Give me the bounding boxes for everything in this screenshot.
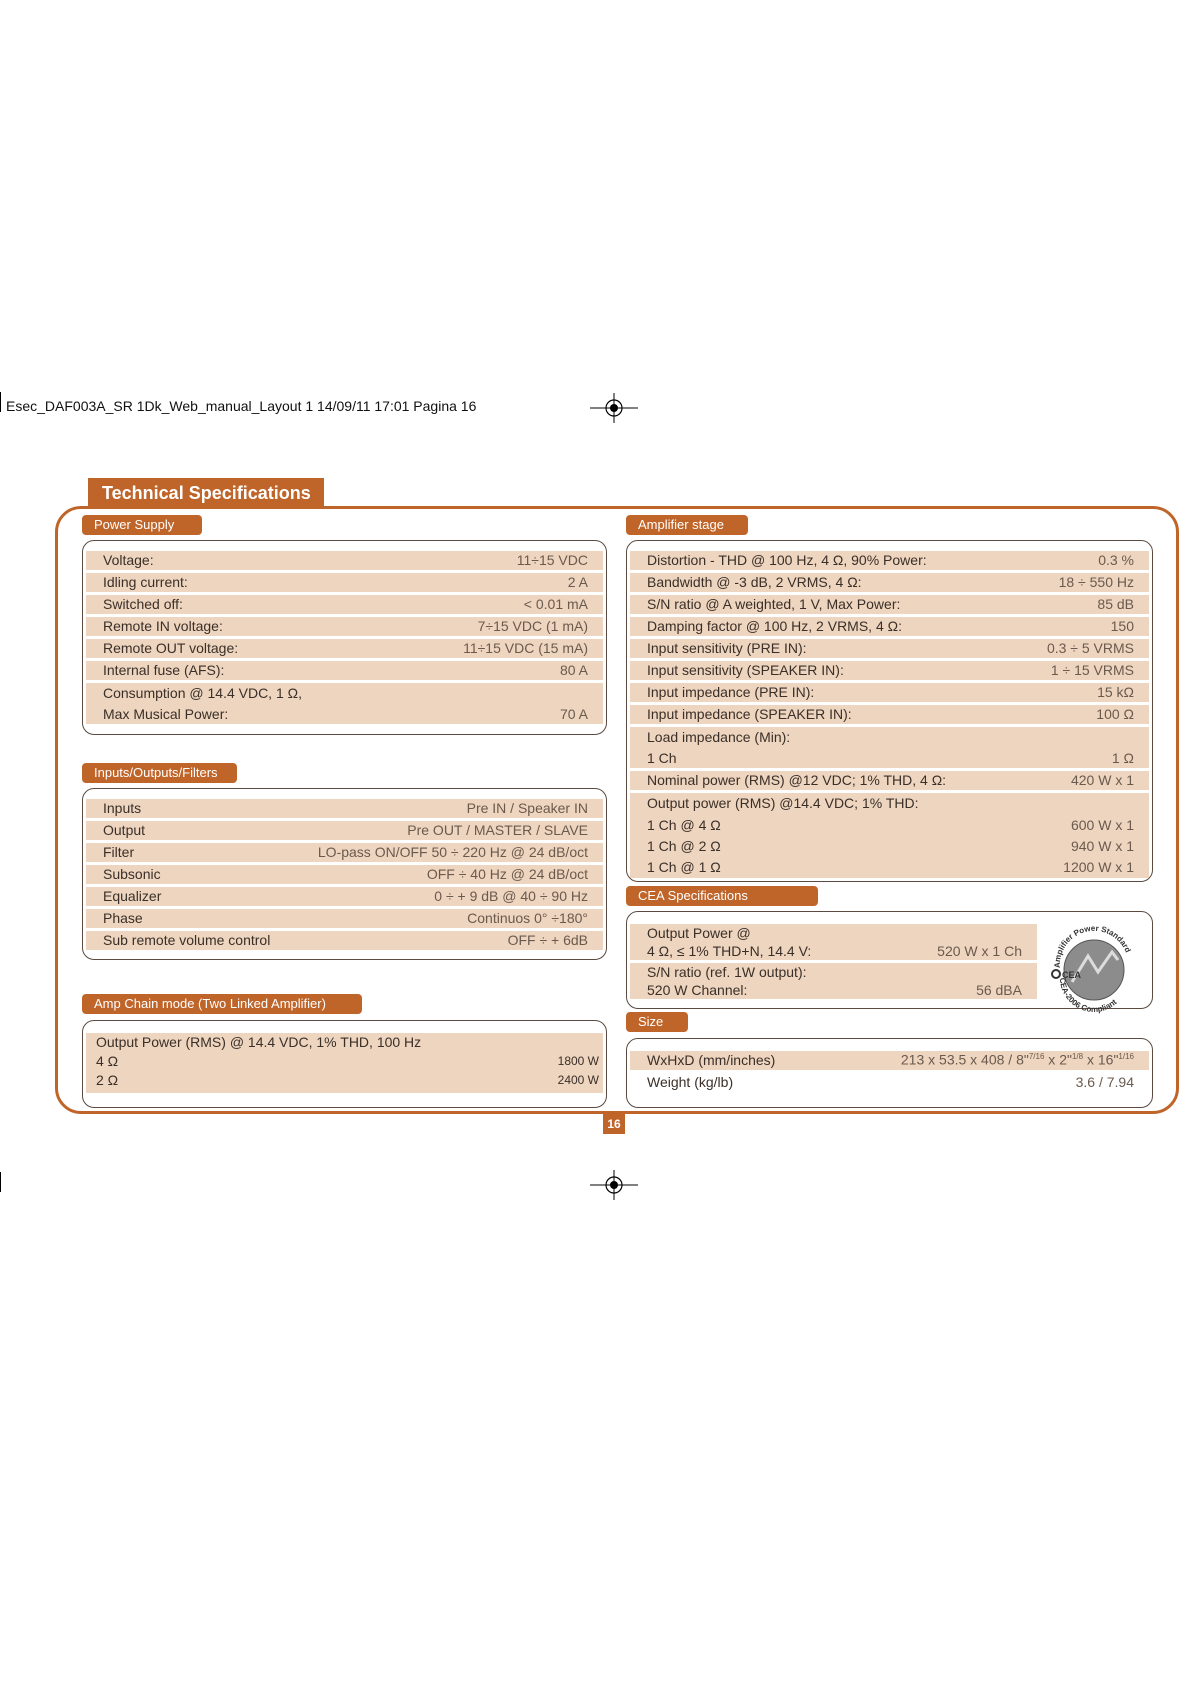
amp-chain-tab: Amp Chain mode (Two Linked Amplifier) [82, 994, 362, 1014]
spec-row: Input sensitivity (PRE IN): 0.3 ÷ 5 VRMS [630, 639, 1149, 658]
power-supply-tab: Power Supply [82, 515, 202, 535]
spec-row: Consumption @ 14.4 VDC, 1 Ω, Max Musical Power: 70 A [86, 683, 603, 724]
spec-row: Bandwidth @ -3 dB, 2 VRMS, 4 Ω: 18 ÷ 550 Hz [630, 573, 1149, 592]
crop-mark [0, 392, 1, 412]
spec-row: Output Pre OUT / MASTER / SLAVE [86, 821, 603, 840]
spec-row: Inputs Pre IN / Speaker IN [86, 799, 603, 818]
spec-row: Idling current: 2 A [86, 573, 603, 592]
spec-row: Weight (kg/lb) 3.6 / 7.94 [630, 1073, 1149, 1092]
spec-row: Equalizer 0 ÷ + 9 dB @ 40 ÷ 90 Hz [86, 887, 603, 906]
spec-row: Input impedance (PRE IN): 15 kΩ [630, 683, 1149, 702]
spec-row: S/N ratio (ref. 1W output): 520 W Channel: 56 dBA [630, 963, 1037, 999]
page-title: Technical Specifications [88, 478, 324, 508]
io-filters-tab: Inputs/Outputs/Filters [82, 763, 237, 783]
spec-row: Filter LO-pass ON/OFF 50 ÷ 220 Hz @ 24 dB/oct [86, 843, 603, 862]
cea-specs-panel [626, 911, 1153, 1015]
spec-row: Output power (RMS) @14.4 VDC; 1% THD: 1 Ch @ 4 Ω 600 W x 1 1 Ch @ 2 Ω 940 W x 1 1 Ch @ 1 Ω 1200 W x 1 [630, 793, 1149, 878]
spec-row: Phase Continuos 0° ÷180° [86, 909, 603, 928]
spec-row: WxHxD (mm/inches) 213 x 53.5 x 408 / 8"$^{7/16}$ x 2"$^{1/8}$ x 16"$^{1/16}$ [630, 1051, 1149, 1070]
spec-row: Remote OUT voltage: 11÷15 VDC (15 mA) [86, 639, 603, 658]
svg-text:CEA-2006 Compliant: CEA-2006 Compliant [1057, 977, 1119, 1015]
crop-mark [0, 1172, 1, 1192]
spec-row: Input sensitivity (SPEAKER IN): 1 ÷ 15 VRMS [630, 661, 1149, 680]
io-filters-panel [82, 788, 607, 960]
print-slug: Esec_DAF003A_SR 1Dk_Web_manual_Layout 1 14/09/11 17:01 Pagina 16 [6, 398, 477, 414]
spec-row: Distortion - THD @ 100 Hz, 4 Ω, 90% Power: 0.3 % [630, 551, 1149, 570]
spec-row: Load impedance (Min): 1 Ch 1 Ω [630, 727, 1149, 768]
spec-row: Voltage: 11÷15 VDC [86, 551, 603, 570]
registration-mark-icon [590, 393, 638, 423]
amp-chain-panel [82, 1020, 607, 1108]
spec-row: Output Power @ 4 Ω, ≤ 1% THD+N, 14.4 V: 520 W x 1 Ch [630, 924, 1037, 960]
spec-row: Subsonic OFF ÷ 40 Hz @ 24 dB/oct [86, 865, 603, 884]
dimensions-value: 213 x 53.5 x 408 / 8"$^{7/16}$ x 2"$^{1/8}$ x 16"$^{1/16}$ [900, 1052, 1134, 1068]
spec-row: Remote IN voltage: 7÷15 VDC (1 mA) [86, 617, 603, 636]
spec-row: Sub remote volume control OFF ÷ + 6dB [86, 931, 603, 950]
cea-compliance-seal-icon [1038, 916, 1146, 1016]
registration-mark-icon [590, 1170, 638, 1200]
svg-text:CEA: CEA [1062, 970, 1082, 980]
power-supply-panel [82, 540, 607, 735]
size-panel [626, 1038, 1153, 1108]
spec-row: Input impedance (SPEAKER IN): 100 Ω [630, 705, 1149, 724]
amplifier-stage-panel [626, 540, 1153, 882]
spec-row: Internal fuse (AFS): 80 A [86, 661, 603, 680]
spec-row: S/N ratio @ A weighted, 1 V, Max Power: 85 dB [630, 595, 1149, 614]
page-number: 16 [603, 1114, 625, 1134]
svg-text:Amplifier Power Standard: Amplifier Power Standard [1052, 923, 1133, 969]
size-tab: Size [626, 1012, 688, 1032]
spec-row: Output Power (RMS) @ 14.4 VDC, 1% THD, 100 Hz 4 Ω 1800 W 2 Ω 2400 W [86, 1033, 603, 1093]
spec-row: Damping factor @ 100 Hz, 2 VRMS, 4 Ω: 150 [630, 617, 1149, 636]
amplifier-stage-tab: Amplifier stage [626, 515, 748, 535]
spec-row: Nominal power (RMS) @12 VDC; 1% THD, 4 Ω: 420 W x 1 [630, 771, 1149, 790]
spec-row: Switched off: < 0.01 mA [86, 595, 603, 614]
cea-specs-tab: CEA Specifications [626, 886, 818, 906]
